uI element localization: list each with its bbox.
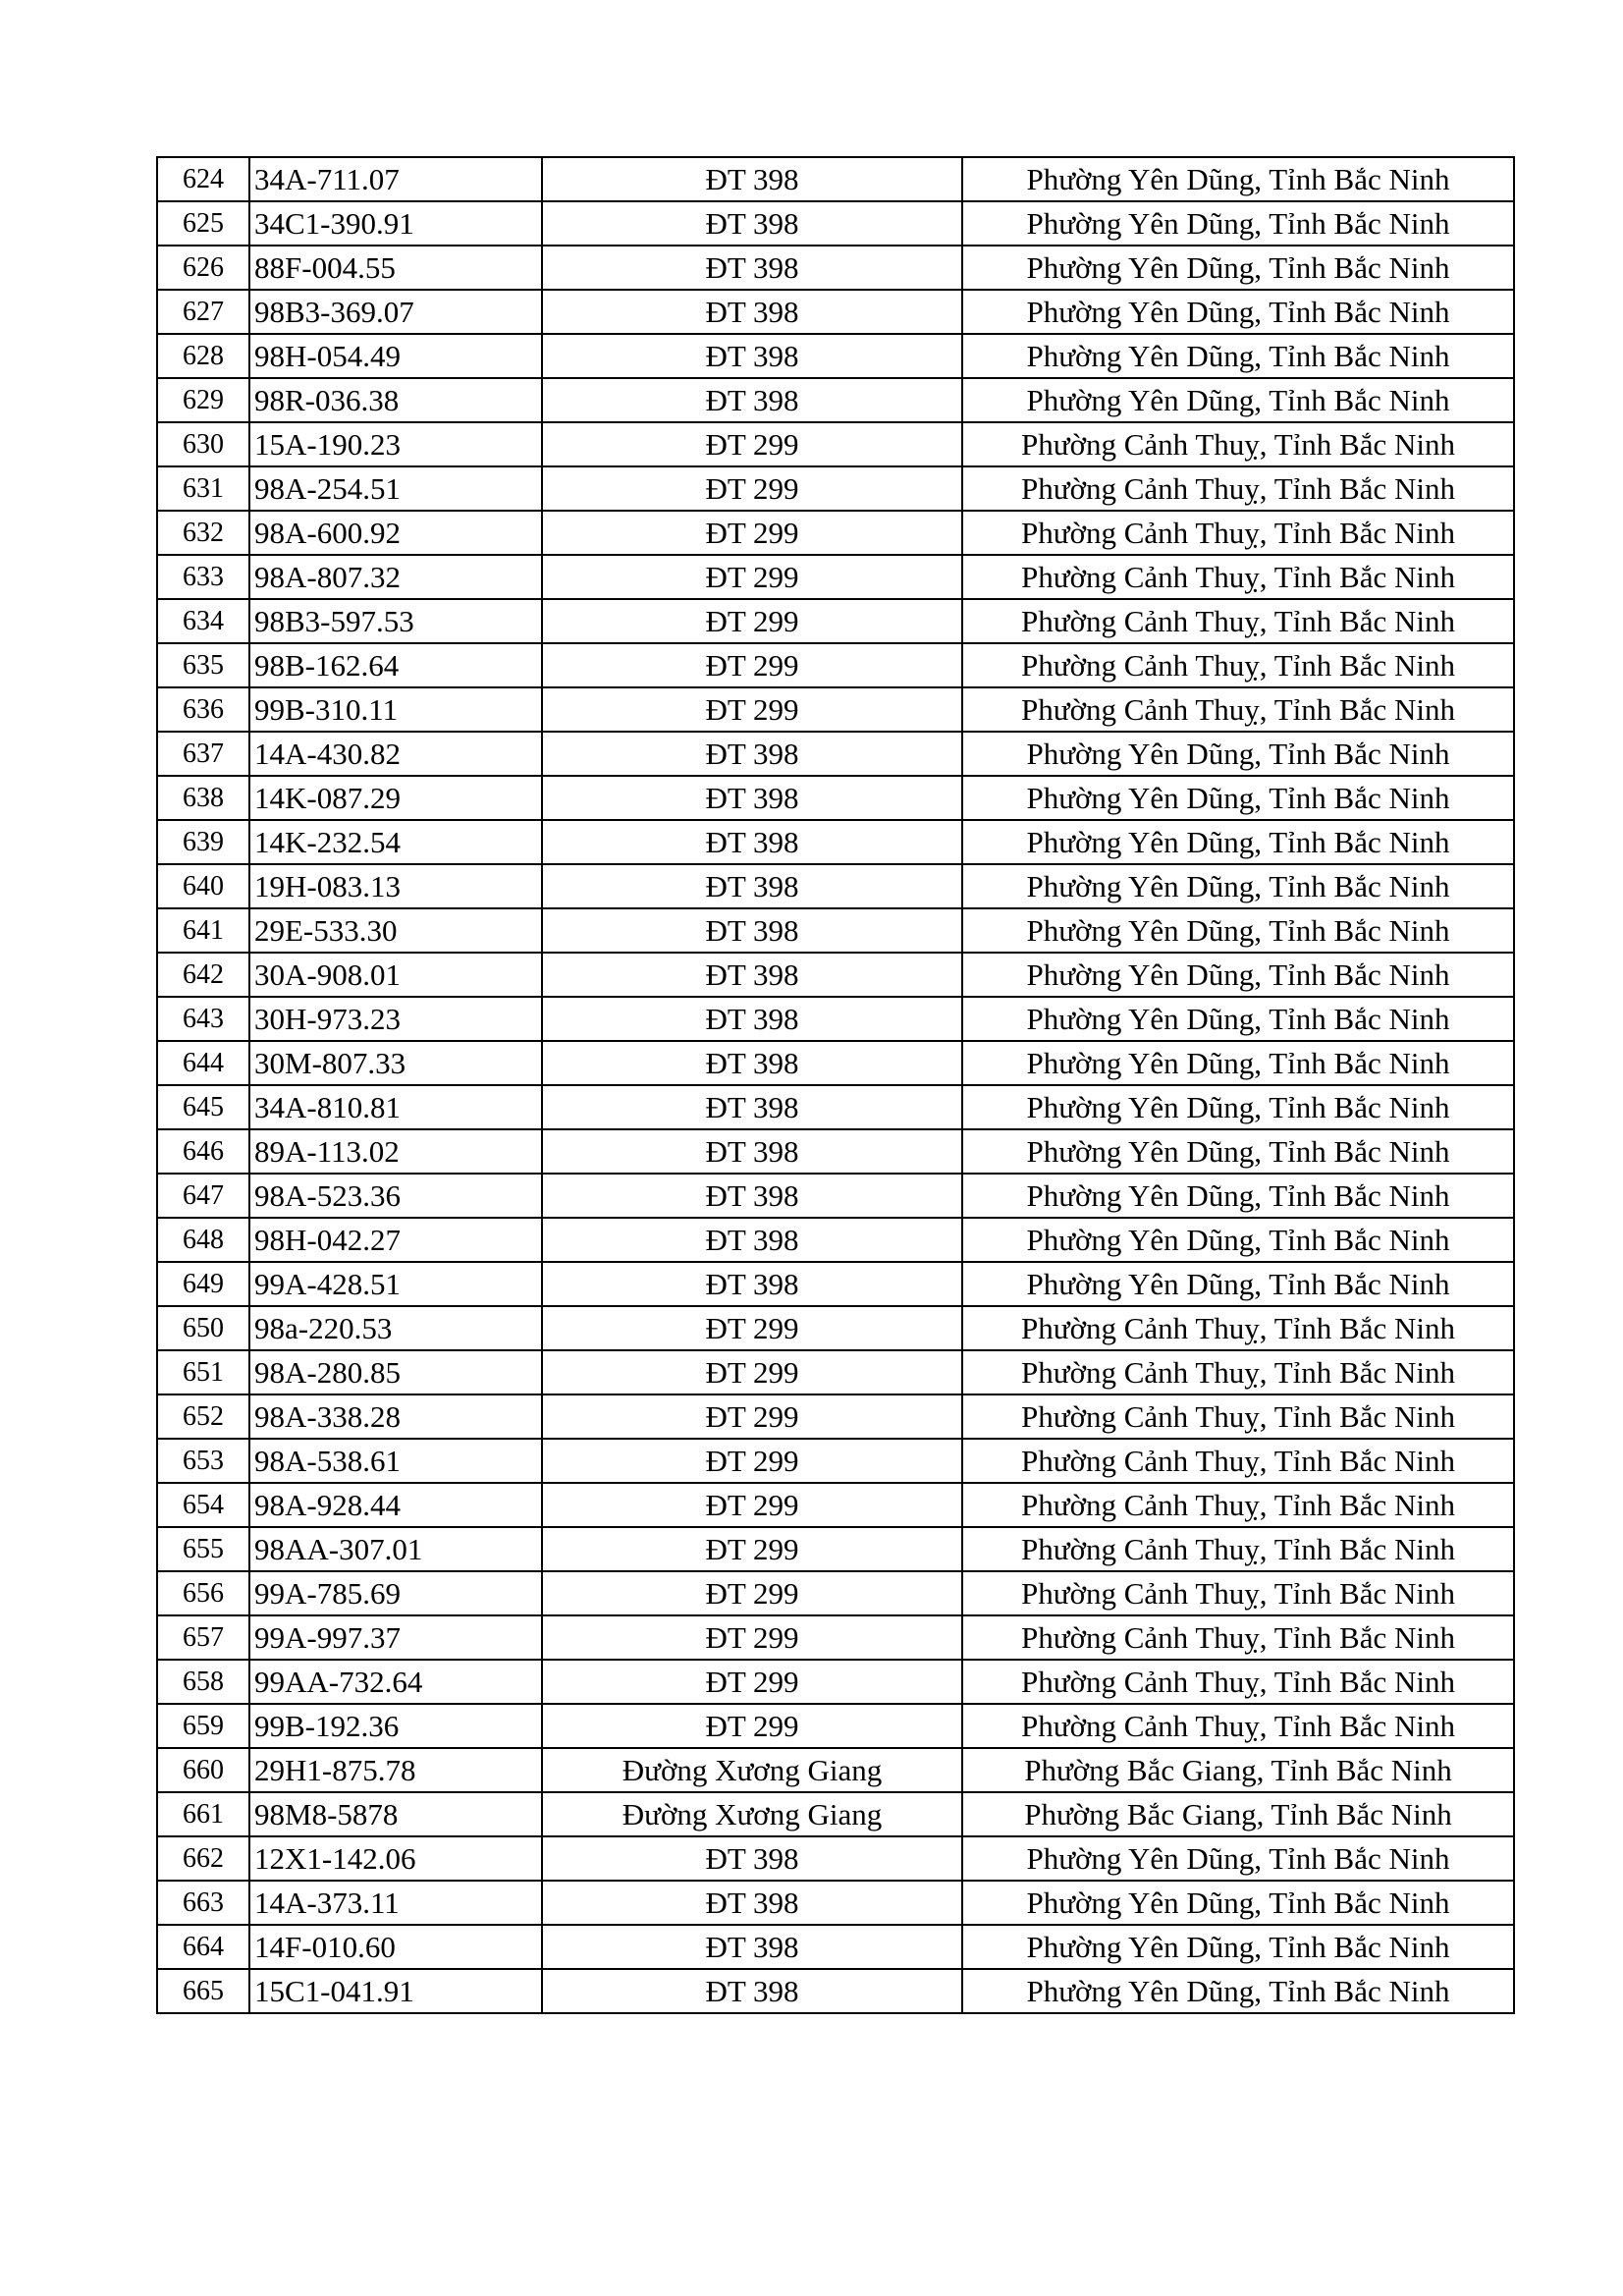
location-cell: Phường Yên Dũng, Tỉnh Bắc Ninh — [962, 1129, 1514, 1174]
license-plate-cell: 98R-036.38 — [249, 378, 542, 422]
row-number-cell: 650 — [157, 1306, 249, 1350]
road-cell: ĐT 398 — [542, 864, 962, 908]
license-plate-cell: 98AA-307.01 — [249, 1527, 542, 1571]
road-cell: ĐT 299 — [542, 1660, 962, 1704]
location-cell: Phường Yên Dũng, Tỉnh Bắc Ninh — [962, 378, 1514, 422]
location-cell: Phường Cảnh Thuỵ, Tỉnh Bắc Ninh — [962, 1306, 1514, 1350]
road-cell: ĐT 299 — [542, 1306, 962, 1350]
table-row — [157, 378, 1514, 422]
road-cell: ĐT 398 — [542, 1041, 962, 1085]
road-cell: ĐT 299 — [542, 1615, 962, 1660]
road-cell: ĐT 299 — [542, 466, 962, 511]
road-cell: ĐT 398 — [542, 1836, 962, 1881]
license-plate-cell: 89A-113.02 — [249, 1129, 542, 1174]
row-number-cell: 663 — [157, 1881, 249, 1925]
table-row — [157, 1615, 1514, 1660]
table-row — [157, 1306, 1514, 1350]
violations-table — [156, 156, 1515, 2014]
road-cell: ĐT 299 — [542, 511, 962, 555]
location-cell: Phường Cảnh Thuỵ, Tỉnh Bắc Ninh — [962, 1483, 1514, 1527]
license-plate-cell: 14A-373.11 — [249, 1881, 542, 1925]
table-row — [157, 1483, 1514, 1527]
table-row — [157, 1748, 1514, 1792]
row-number-cell: 638 — [157, 776, 249, 820]
table-row — [157, 1881, 1514, 1925]
location-cell: Phường Cảnh Thuỵ, Tỉnh Bắc Ninh — [962, 1704, 1514, 1748]
table-row — [157, 157, 1514, 201]
location-cell: Phường Cảnh Thuỵ, Tỉnh Bắc Ninh — [962, 599, 1514, 643]
license-plate-cell: 98A-538.61 — [249, 1439, 542, 1483]
license-plate-cell: 34A-810.81 — [249, 1085, 542, 1129]
row-number-cell: 665 — [157, 1969, 249, 2013]
row-number-cell: 639 — [157, 820, 249, 864]
location-cell: Phường Yên Dũng, Tỉnh Bắc Ninh — [962, 1218, 1514, 1262]
row-number-cell: 626 — [157, 246, 249, 290]
road-cell: ĐT 398 — [542, 290, 962, 334]
table-row — [157, 687, 1514, 732]
table-row — [157, 820, 1514, 864]
row-number-cell: 651 — [157, 1350, 249, 1394]
table-row — [157, 1527, 1514, 1571]
location-cell: Phường Cảnh Thuỵ, Tỉnh Bắc Ninh — [962, 1527, 1514, 1571]
license-plate-cell: 14F-010.60 — [249, 1925, 542, 1969]
license-plate-cell: 99AA-732.64 — [249, 1660, 542, 1704]
location-cell: Phường Yên Dũng, Tỉnh Bắc Ninh — [962, 1836, 1514, 1881]
road-cell: ĐT 398 — [542, 732, 962, 776]
row-number-cell: 625 — [157, 201, 249, 246]
table-row — [157, 511, 1514, 555]
road-cell: ĐT 398 — [542, 334, 962, 378]
license-plate-cell: 98H-054.49 — [249, 334, 542, 378]
table-row — [157, 1262, 1514, 1306]
license-plate-cell: 19H-083.13 — [249, 864, 542, 908]
location-cell: Phường Yên Dũng, Tỉnh Bắc Ninh — [962, 1881, 1514, 1925]
table-row — [157, 246, 1514, 290]
location-cell: Phường Yên Dũng, Tỉnh Bắc Ninh — [962, 1041, 1514, 1085]
row-number-cell: 631 — [157, 466, 249, 511]
row-number-cell: 635 — [157, 643, 249, 687]
license-plate-cell: 15A-190.23 — [249, 422, 542, 466]
table-row — [157, 1129, 1514, 1174]
road-cell: ĐT 299 — [542, 1527, 962, 1571]
license-plate-cell: 98a-220.53 — [249, 1306, 542, 1350]
road-cell: ĐT 299 — [542, 422, 962, 466]
table-row — [157, 997, 1514, 1041]
row-number-cell: 636 — [157, 687, 249, 732]
row-number-cell: 657 — [157, 1615, 249, 1660]
license-plate-cell: 99B-310.11 — [249, 687, 542, 732]
table-row — [157, 201, 1514, 246]
location-cell: Phường Yên Dũng, Tỉnh Bắc Ninh — [962, 1262, 1514, 1306]
road-cell: ĐT 299 — [542, 599, 962, 643]
table-row — [157, 334, 1514, 378]
location-cell: Phường Yên Dũng, Tỉnh Bắc Ninh — [962, 290, 1514, 334]
license-plate-cell: 14K-087.29 — [249, 776, 542, 820]
location-cell: Phường Yên Dũng, Tỉnh Bắc Ninh — [962, 732, 1514, 776]
location-cell: Phường Cảnh Thuỵ, Tỉnh Bắc Ninh — [962, 466, 1514, 511]
license-plate-cell: 15C1-041.91 — [249, 1969, 542, 2013]
license-plate-cell: 98B3-369.07 — [249, 290, 542, 334]
row-number-cell: 661 — [157, 1792, 249, 1836]
license-plate-cell: 98A-254.51 — [249, 466, 542, 511]
road-cell: ĐT 299 — [542, 1704, 962, 1748]
table-row — [157, 864, 1514, 908]
location-cell: Phường Cảnh Thuỵ, Tỉnh Bắc Ninh — [962, 511, 1514, 555]
row-number-cell: 627 — [157, 290, 249, 334]
road-cell: ĐT 299 — [542, 1483, 962, 1527]
location-cell: Phường Yên Dũng, Tỉnh Bắc Ninh — [962, 820, 1514, 864]
road-cell: ĐT 398 — [542, 820, 962, 864]
row-number-cell: 630 — [157, 422, 249, 466]
road-cell: ĐT 398 — [542, 953, 962, 997]
road-cell: ĐT 398 — [542, 997, 962, 1041]
row-number-cell: 645 — [157, 1085, 249, 1129]
row-number-cell: 652 — [157, 1394, 249, 1439]
row-number-cell: 642 — [157, 953, 249, 997]
license-plate-cell: 98A-928.44 — [249, 1483, 542, 1527]
table-row — [157, 1394, 1514, 1439]
table-row — [157, 1704, 1514, 1748]
road-cell: ĐT 398 — [542, 1262, 962, 1306]
row-number-cell: 632 — [157, 511, 249, 555]
road-cell: ĐT 398 — [542, 201, 962, 246]
table-row — [157, 290, 1514, 334]
license-plate-cell: 99B-192.36 — [249, 1704, 542, 1748]
location-cell: Phường Yên Dũng, Tỉnh Bắc Ninh — [962, 246, 1514, 290]
road-cell: ĐT 299 — [542, 1439, 962, 1483]
row-number-cell: 629 — [157, 378, 249, 422]
license-plate-cell: 30H-973.23 — [249, 997, 542, 1041]
table-row — [157, 1925, 1514, 1969]
license-plate-cell: 98A-280.85 — [249, 1350, 542, 1394]
row-number-cell: 624 — [157, 157, 249, 201]
license-plate-cell: 99A-785.69 — [249, 1571, 542, 1615]
license-plate-cell: 98A-523.36 — [249, 1174, 542, 1218]
row-number-cell: 659 — [157, 1704, 249, 1748]
location-cell: Phường Cảnh Thuỵ, Tỉnh Bắc Ninh — [962, 1615, 1514, 1660]
license-plate-cell: 99A-428.51 — [249, 1262, 542, 1306]
row-number-cell: 633 — [157, 555, 249, 599]
location-cell: Phường Yên Dũng, Tỉnh Bắc Ninh — [962, 997, 1514, 1041]
road-cell: ĐT 299 — [542, 1394, 962, 1439]
license-plate-cell: 30M-807.33 — [249, 1041, 542, 1085]
road-cell: Đường Xương Giang — [542, 1792, 962, 1836]
table-row — [157, 599, 1514, 643]
table-row — [157, 908, 1514, 953]
row-number-cell: 628 — [157, 334, 249, 378]
table-row — [157, 1174, 1514, 1218]
road-cell: ĐT 398 — [542, 1085, 962, 1129]
row-number-cell: 655 — [157, 1527, 249, 1571]
license-plate-cell: 14K-232.54 — [249, 820, 542, 864]
license-plate-cell: 98M8-5878 — [249, 1792, 542, 1836]
road-cell: ĐT 398 — [542, 1969, 962, 2013]
table-row — [157, 555, 1514, 599]
location-cell: Phường Cảnh Thuỵ, Tỉnh Bắc Ninh — [962, 1660, 1514, 1704]
row-number-cell: 640 — [157, 864, 249, 908]
table-row — [157, 776, 1514, 820]
row-number-cell: 648 — [157, 1218, 249, 1262]
table-row — [157, 953, 1514, 997]
location-cell: Phường Yên Dũng, Tỉnh Bắc Ninh — [962, 864, 1514, 908]
license-plate-cell: 98B3-597.53 — [249, 599, 542, 643]
road-cell: Đường Xương Giang — [542, 1748, 962, 1792]
row-number-cell: 654 — [157, 1483, 249, 1527]
road-cell: ĐT 398 — [542, 157, 962, 201]
table-row — [157, 1041, 1514, 1085]
row-number-cell: 664 — [157, 1925, 249, 1969]
row-number-cell: 660 — [157, 1748, 249, 1792]
table-row — [157, 1836, 1514, 1881]
row-number-cell: 637 — [157, 732, 249, 776]
row-number-cell: 643 — [157, 997, 249, 1041]
road-cell: ĐT 398 — [542, 1881, 962, 1925]
row-number-cell: 646 — [157, 1129, 249, 1174]
location-cell: Phường Yên Dũng, Tỉnh Bắc Ninh — [962, 1174, 1514, 1218]
road-cell: ĐT 398 — [542, 1129, 962, 1174]
license-plate-cell: 34A-711.07 — [249, 157, 542, 201]
table-row — [157, 1571, 1514, 1615]
license-plate-cell: 99A-997.37 — [249, 1615, 542, 1660]
license-plate-cell: 88F-004.55 — [249, 246, 542, 290]
license-plate-cell: 98B-162.64 — [249, 643, 542, 687]
road-cell: ĐT 299 — [542, 687, 962, 732]
row-number-cell: 634 — [157, 599, 249, 643]
location-cell: Phường Yên Dũng, Tỉnh Bắc Ninh — [962, 953, 1514, 997]
table-row — [157, 1350, 1514, 1394]
road-cell: ĐT 398 — [542, 1218, 962, 1262]
table-row — [157, 1969, 1514, 2013]
road-cell: ĐT 299 — [542, 1571, 962, 1615]
license-plate-cell: 98A-338.28 — [249, 1394, 542, 1439]
row-number-cell: 649 — [157, 1262, 249, 1306]
location-cell: Phường Cảnh Thuỵ, Tỉnh Bắc Ninh — [962, 1350, 1514, 1394]
road-cell: ĐT 398 — [542, 908, 962, 953]
location-cell: Phường Yên Dũng, Tỉnh Bắc Ninh — [962, 157, 1514, 201]
road-cell: ĐT 398 — [542, 246, 962, 290]
location-cell: Phường Cảnh Thuỵ, Tỉnh Bắc Ninh — [962, 687, 1514, 732]
location-cell: Phường Yên Dũng, Tỉnh Bắc Ninh — [962, 201, 1514, 246]
location-cell: Phường Yên Dũng, Tỉnh Bắc Ninh — [962, 1969, 1514, 2013]
row-number-cell: 662 — [157, 1836, 249, 1881]
road-cell: ĐT 299 — [542, 555, 962, 599]
license-plate-cell: 98A-807.32 — [249, 555, 542, 599]
location-cell: Phường Yên Dũng, Tỉnh Bắc Ninh — [962, 334, 1514, 378]
table-body — [157, 157, 1514, 2013]
location-cell: Phường Bắc Giang, Tỉnh Bắc Ninh — [962, 1792, 1514, 1836]
road-cell: ĐT 299 — [542, 643, 962, 687]
license-plate-cell: 98H-042.27 — [249, 1218, 542, 1262]
row-number-cell: 647 — [157, 1174, 249, 1218]
row-number-cell: 644 — [157, 1041, 249, 1085]
location-cell: Phường Cảnh Thuỵ, Tỉnh Bắc Ninh — [962, 1571, 1514, 1615]
table-row — [157, 1792, 1514, 1836]
license-plate-cell: 14A-430.82 — [249, 732, 542, 776]
license-plate-cell: 30A-908.01 — [249, 953, 542, 997]
location-cell: Phường Yên Dũng, Tỉnh Bắc Ninh — [962, 1085, 1514, 1129]
row-number-cell: 641 — [157, 908, 249, 953]
license-plate-cell: 29E-533.30 — [249, 908, 542, 953]
road-cell: ĐT 398 — [542, 1174, 962, 1218]
table-row — [157, 422, 1514, 466]
table-row — [157, 466, 1514, 511]
row-number-cell: 653 — [157, 1439, 249, 1483]
table-row — [157, 643, 1514, 687]
road-cell: ĐT 299 — [542, 1350, 962, 1394]
road-cell: ĐT 398 — [542, 1925, 962, 1969]
road-cell: ĐT 398 — [542, 378, 962, 422]
row-number-cell: 658 — [157, 1660, 249, 1704]
location-cell: Phường Yên Dũng, Tỉnh Bắc Ninh — [962, 908, 1514, 953]
row-number-cell: 656 — [157, 1571, 249, 1615]
license-plate-cell: 98A-600.92 — [249, 511, 542, 555]
license-plate-cell: 34C1-390.91 — [249, 201, 542, 246]
table-row — [157, 1439, 1514, 1483]
location-cell: Phường Cảnh Thuỵ, Tỉnh Bắc Ninh — [962, 422, 1514, 466]
location-cell: Phường Cảnh Thuỵ, Tỉnh Bắc Ninh — [962, 555, 1514, 599]
table-row — [157, 1660, 1514, 1704]
license-plate-cell: 29H1-875.78 — [249, 1748, 542, 1792]
location-cell: Phường Cảnh Thuỵ, Tỉnh Bắc Ninh — [962, 1439, 1514, 1483]
location-cell: Phường Cảnh Thuỵ, Tỉnh Bắc Ninh — [962, 643, 1514, 687]
road-cell: ĐT 398 — [542, 776, 962, 820]
location-cell: Phường Yên Dũng, Tỉnh Bắc Ninh — [962, 776, 1514, 820]
license-plate-cell: 12X1-142.06 — [249, 1836, 542, 1881]
table-row — [157, 1085, 1514, 1129]
location-cell: Phường Cảnh Thuỵ, Tỉnh Bắc Ninh — [962, 1394, 1514, 1439]
location-cell: Phường Bắc Giang, Tỉnh Bắc Ninh — [962, 1748, 1514, 1792]
location-cell: Phường Yên Dũng, Tỉnh Bắc Ninh — [962, 1925, 1514, 1969]
table-row — [157, 732, 1514, 776]
table-row — [157, 1218, 1514, 1262]
